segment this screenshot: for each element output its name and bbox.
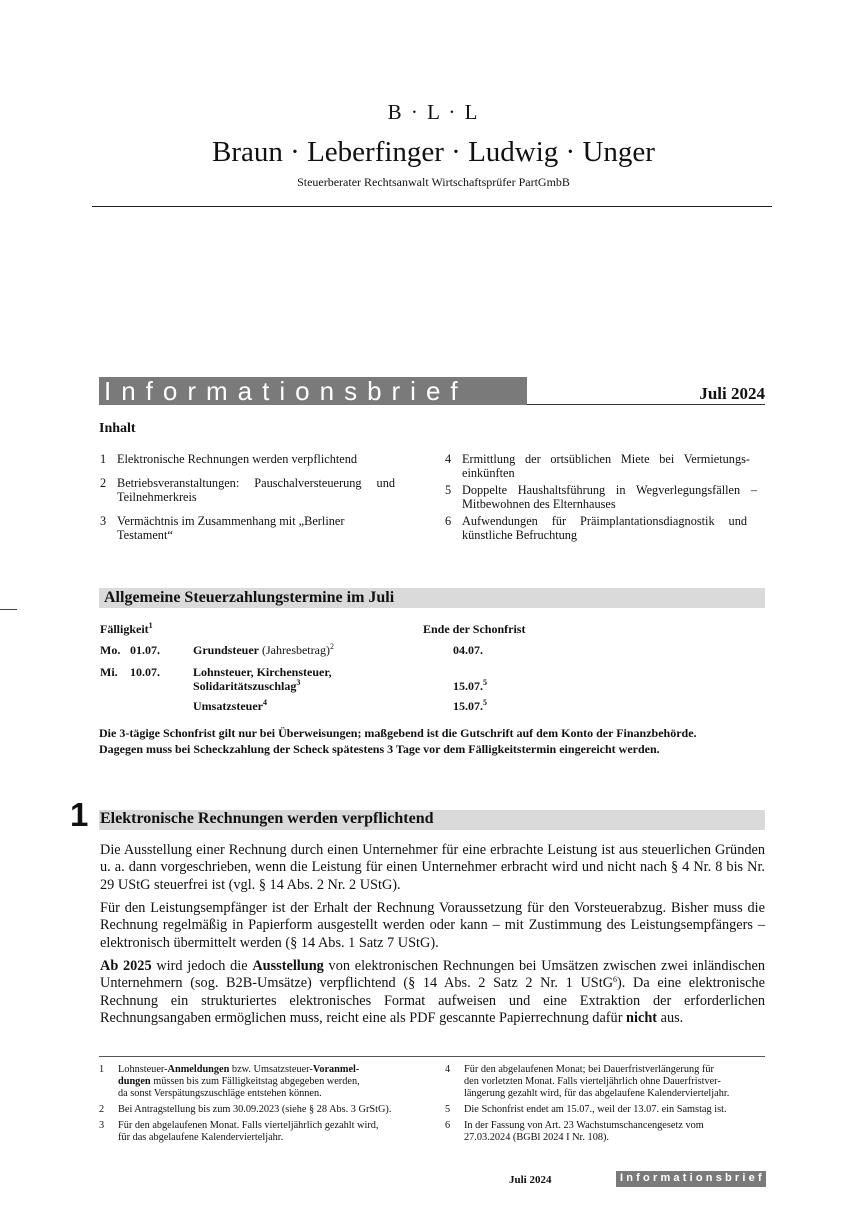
row-tax-footnote: 4 (262, 698, 267, 707)
p3-text: von elektronischen Rechnungen bei Umsätzen zwischen zwei inländischen Unternehmern (sog. B2B-Umsätze) verpflichtend (§ 14 Abs. 2 Satz 2 Nr. 1 UStG (100, 958, 766, 992)
row-grace-date: 15.07. (453, 679, 483, 693)
toc-item[interactable] (445, 514, 765, 542)
row-tax-continued (193, 679, 300, 694)
row-day: Mi. (100, 665, 118, 679)
footer-date: Juli 2024 (509, 1174, 552, 1186)
toc-item[interactable] (100, 514, 395, 542)
toc-item[interactable] (100, 476, 395, 504)
row-day: Mo. (100, 643, 121, 657)
footnote-line (118, 1076, 429, 1088)
toc-heading: Inhalt (99, 421, 136, 436)
col-header-due-footnote: 1 (148, 621, 153, 630)
toc-item-number: 5 (445, 483, 452, 497)
firm-subtitle: Steuerberater Rechtsanwalt Wirtschaftsprüfer PartGmbB (297, 175, 570, 189)
toc-item[interactable] (445, 452, 765, 480)
footnote-line: 27.03.2024 (BGBl 2024 I Nr. 108). (464, 1132, 610, 1143)
p3-text: ). Da eine elektronische Rechnung ein strukturiertes elektronisches Format aufweisen und eine Extraktion der erforderlichen Rechnungsangaben ermöglichen muss, reicht eine als PDF gescannte Papierrechnung dafür (100, 975, 766, 1026)
section-1-number: 1 (70, 796, 89, 833)
fn1-text: Lohnsteuer- (118, 1064, 168, 1075)
footnote-5 (445, 1104, 765, 1116)
footnote-line: da sonst Verspätungszuschläge entstehen können. (118, 1088, 322, 1099)
section-1-paragraph-2: Für den Leistungsempfänger ist der Erhalt der Rechnung Voraussetzung für den Vorsteuerabzug. Bisher muss die Rechnung regelmäßig in Papierform ausgestellt werden oder kann – mit Zustimmung des Leistungsempfängers – elektronisch übermittelt werden (§ 14 Abs. 1 Satz 7 UStG). (100, 900, 765, 951)
footnote-1 (99, 1064, 429, 1100)
fn1-bold: Voranmel- (312, 1064, 360, 1075)
fn1-text: bzw. Umsatzsteuer- (229, 1064, 313, 1075)
footer-brand: Informationsbrief (620, 1172, 765, 1184)
section-1-title: Elektronische Rechnungen werden verpflichtend (100, 810, 434, 827)
row-grace (453, 679, 487, 694)
section-1-paragraph-1: Die Ausstellung einer Rechnung durch einen Unternehmer für eine erbrachte Leistung ist aus steuerlichen Gründen u. a. dann vorgeschrieben, wenn die Leistung für einen Unternehmer erbracht wird und nicht nach § 4 Nr. 8 bis Nr. 29 UStG steuerfrei ist (vgl. § 14 Abs. 2 Nr. 2 UStG). (100, 842, 765, 893)
footnote-line (118, 1064, 429, 1076)
p3-footnote-ref: 6 (613, 975, 618, 985)
toc-item-number: 6 (445, 514, 452, 528)
issue-date: Juli 2024 (699, 384, 765, 403)
p3-bold-not: nicht (626, 1009, 658, 1026)
row-grace (453, 699, 487, 714)
row-date: 01.07. (130, 643, 160, 657)
footnote-number: 2 (99, 1104, 105, 1115)
footnote-line: Die Schonfrist endet am 15.07., weil der 13.07. ein Samstag ist. (464, 1104, 727, 1115)
row-grace: 04.07. (453, 643, 483, 657)
fn1-text: müssen bis zum Fälligkeitstag abgegeben werden, (150, 1076, 360, 1087)
row-tax-extra: (Jahresbetrag) (262, 643, 330, 657)
toc-item-label: Betriebsveranstaltungen: Pauschalversteuerung und Teilnehmerkreis (117, 476, 395, 504)
row-tax-footnote: 3 (296, 678, 301, 687)
row-grace-date: 15.07. (453, 699, 483, 713)
fold-mark (0, 609, 17, 610)
toc-item-label: Elektronische Rechnungen werden verpflichtend (117, 452, 358, 466)
footnote-line: längerung gezahlt wird, für das abgelaufene Kalendervierteljahr. (464, 1088, 730, 1099)
footnote-line: Für den abgelaufenen Monat; bei Dauerfristverlängerung für (464, 1064, 714, 1075)
footnote-4 (445, 1064, 765, 1100)
footnote-number: 5 (445, 1104, 451, 1115)
col-header-grace: Ende der Schonfrist (423, 622, 526, 636)
grace-period-note (99, 725, 697, 757)
footnote-line: Für den abgelaufenen Monat. Falls vierteljährlich gezahlt wird, (118, 1120, 379, 1131)
toc-item-label: Doppelte Haushaltsführung in Wegverlegungsfällen – Mitbewohnen des Elternhauses (462, 483, 757, 511)
grace-note-line-1: Die 3-tägige Schonfrist gilt nur bei Überweisungen; maßgebend ist die Gutschrift auf dem Konto der Finanzbehörde. (99, 726, 697, 740)
row-tax-name: Umsatzsteuer (193, 699, 263, 713)
footnote-divider (99, 1056, 765, 1057)
footnote-3 (99, 1120, 429, 1144)
col-header-due-label: Fälligkeit (100, 622, 149, 636)
fn1-bold: dungen (118, 1076, 151, 1087)
p3-text: aus. (657, 1009, 684, 1026)
toc-item[interactable] (100, 452, 395, 466)
toc-item-number: 1 (100, 452, 107, 466)
row-grace-footnote: 5 (483, 698, 487, 707)
row-tax-footnote: 2 (329, 642, 334, 651)
row-grace-footnote: 5 (483, 678, 487, 687)
row-date: 10.07. (130, 665, 160, 679)
row-tax (193, 643, 334, 658)
header-divider (92, 206, 772, 207)
toc-item-number: 3 (100, 514, 107, 528)
row-tax-name: Grundsteuer (193, 643, 259, 657)
firm-name: Braun · Leberfinger · Ludwig · Unger (212, 136, 655, 168)
footnote-line: den vorletzten Monat. Falls vierteljährlich ohne Dauerfristver- (464, 1076, 721, 1087)
fn1-bold: Anmeldungen (167, 1064, 230, 1075)
p3-bold-issuance: Ausstellung (252, 958, 324, 974)
footnote-number: 4 (445, 1064, 451, 1075)
toc-item[interactable] (445, 483, 765, 511)
tax-section-heading: Allgemeine Steuerzahlungstermine im Juli (104, 589, 395, 606)
footnote-number: 1 (99, 1064, 105, 1075)
footnote-line: In der Fassung von Art. 23 Wachstumschancengesetz vom (464, 1120, 704, 1131)
section-1-paragraph-3 (100, 958, 765, 1027)
footnote-number: 6 (445, 1120, 451, 1131)
col-header-due (100, 622, 153, 637)
row-tax-name-2: Solidaritätszuschlag (193, 679, 297, 693)
grace-note-line-2: Dagegen muss bei Scheckzahlung der Scheck spätestens 3 Tage vor dem Fälligkeitstermin eingereicht werden. (99, 742, 660, 756)
p3-bold-year: Ab 2025 (100, 958, 152, 974)
toc-item-label: Ermittlung der ortsüblichen Miete bei Vermietungs-einkünften (462, 452, 750, 480)
row-tax-name: Lohnsteuer, Kirchensteuer, (193, 665, 332, 679)
newsletter-title: Informationsbrief (104, 376, 468, 406)
footnote-2 (99, 1104, 429, 1116)
toc-item-number: 2 (100, 476, 107, 490)
toc-item-label: Aufwendungen für Präimplantationsdiagnostik und künstliche Befruchtung (462, 514, 747, 542)
footnote-6 (445, 1120, 765, 1144)
firm-monogram: B · L · L (387, 100, 480, 124)
p3-text: wird jedoch die (151, 958, 253, 974)
footnote-line: für das abgelaufene Kalendervierteljahr. (118, 1132, 284, 1143)
title-rule (527, 404, 765, 405)
footnote-number: 3 (99, 1120, 105, 1131)
toc-item-number: 4 (445, 452, 452, 466)
footnote-line: Bei Antragstellung bis zum 30.09.2023 (siehe § 28 Abs. 3 GrStG). (118, 1104, 392, 1115)
toc-item-label: Vermächtnis im Zusammenhang mit „Berliner Testament“ (117, 514, 345, 542)
row-tax (193, 699, 267, 714)
